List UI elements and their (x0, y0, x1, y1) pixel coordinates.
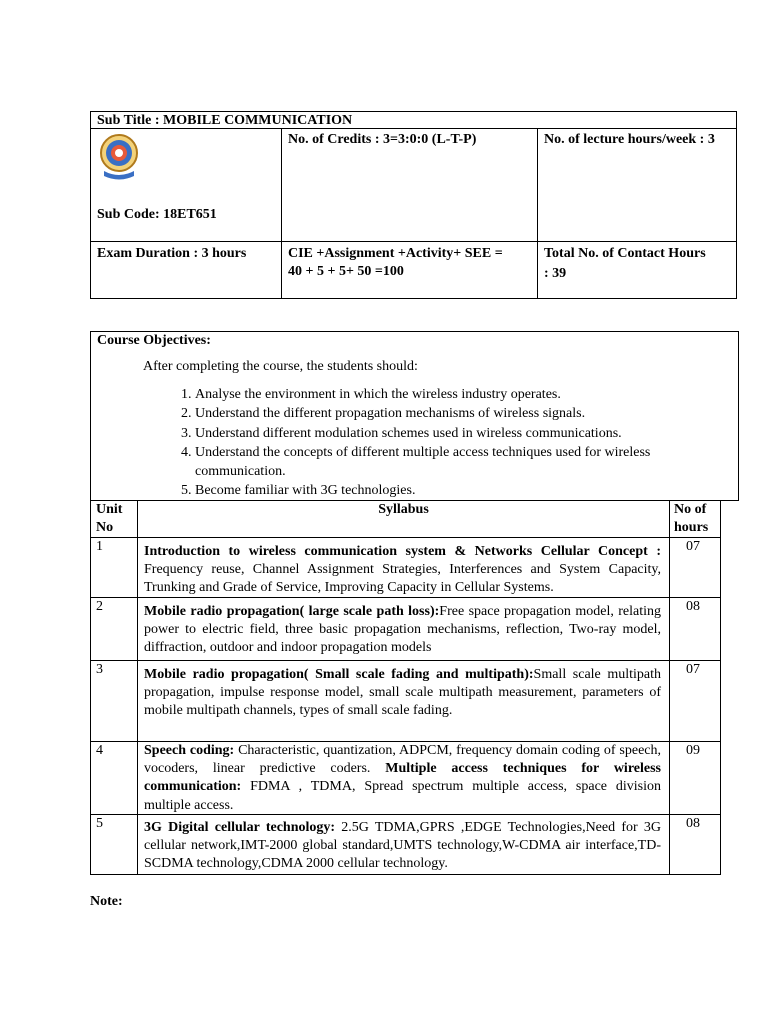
course-objectives-box (90, 331, 739, 501)
unit-content: Characteristic, quantization, ADPCM, frequency domain coding of speech, vocoders, linear predictive coders. (144, 743, 661, 777)
unit-number: 2 (96, 599, 103, 614)
header-hours: No of hours (674, 502, 709, 536)
credits: No. of Credits : 3=3:0:0 (L-T-P) (288, 132, 477, 147)
unit-content: Small scale multipath propagation, impulse response model, small scale multipath measurement, parameters of mobile multipath channels, types of small scale fading. (144, 667, 661, 719)
syllabus-row-4 (144, 742, 661, 815)
unit-hours: 07 (686, 539, 700, 554)
lecture-hours: No. of lecture hours/week : 3 (544, 132, 715, 147)
unit-content: Frequency reuse, Channel Assignment Strategies, Interferences and System Capacity, Trunking and Grade of Service, Improving Capacity in Cellular Systems. (144, 562, 661, 596)
syllabus-row-2 (144, 603, 661, 658)
unit-content: Free space propagation model, relating power to electric field, three basic propagation mechanisms, reflection, Two-ray model, diffraction, outdoor and indoor propagation models (144, 604, 661, 656)
cie-formula-line1: CIE +Assignment +Activity+ SEE = (288, 246, 503, 261)
contact-hours-line1: Total No. of Contact Hours (544, 246, 706, 261)
unit-title: Mobile radio propagation( Small scale fading and multipath): (144, 667, 534, 682)
objective-item: 2. Understand the different propagation mechanisms of wireless signals. (195, 404, 715, 423)
cie-formula-line2: 40 + 5 + 5+ 50 =100 (288, 264, 404, 279)
objectives-intro: After completing the course, the students should: (143, 359, 418, 374)
unit-title: Speech coding: (144, 743, 235, 758)
header-unit-no: Unit No (96, 502, 123, 536)
syllabus-row-1 (144, 543, 661, 598)
objective-item: 5. Become familiar with 3G technologies. (195, 481, 715, 500)
unit-number: 4 (96, 743, 103, 758)
unit-hours: 09 (686, 743, 700, 758)
unit-number: 3 (96, 662, 103, 677)
exam-duration: Exam Duration : 3 hours (97, 246, 247, 261)
unit-title: Introduction to wireless communication system & Networks Cellular Concept : (144, 544, 661, 559)
sub-title: Sub Title : MOBILE COMMUNICATION (97, 113, 353, 128)
objectives-list (143, 385, 715, 501)
unit-title: 3G Digital cellular technology: (144, 820, 336, 835)
syllabus-row-5 (144, 819, 661, 874)
objective-item: 3. Understand different modulation schemes used in wireless communications. (195, 424, 715, 443)
header-syllabus: Syllabus (378, 502, 429, 517)
unit-title-2: Multiple access techniques for wireless communication: (144, 761, 661, 795)
contact-hours-line2: : 39 (544, 266, 567, 281)
course-header-table (90, 111, 737, 299)
objectives-title: Course Objectives: (97, 333, 211, 348)
sub-code: Sub Code: 18ET651 (97, 207, 217, 222)
institution-logo-icon (98, 133, 140, 183)
unit-hours: 08 (686, 599, 700, 614)
objective-item: 4. Understand the concepts of different multiple access techniques used for wireless communication. (195, 443, 715, 482)
unit-hours: 07 (686, 662, 700, 677)
syllabus-row-3 (144, 666, 661, 721)
note-label: Note: (90, 894, 123, 909)
unit-content: 2.5G TDMA,GPRS ,EDGE Technologies,Need for 3G cellular network,IMT-2000 global standard,UMTS technology,W-CDMA air interface,TD-SCDMA technology,CDMA 2000 cellular technology. (144, 820, 661, 872)
syllabus-table (90, 501, 721, 875)
objective-item: 1. Analyse the environment in which the wireless industry operates. (195, 385, 715, 404)
unit-hours: 08 (686, 816, 700, 831)
unit-title: Mobile radio propagation( large scale path loss): (144, 604, 440, 619)
unit-number: 5 (96, 816, 103, 831)
unit-content-2: FDMA , TDMA, Spread spectrum multiple access, space division multiple access. (144, 779, 661, 813)
unit-number: 1 (96, 539, 103, 554)
